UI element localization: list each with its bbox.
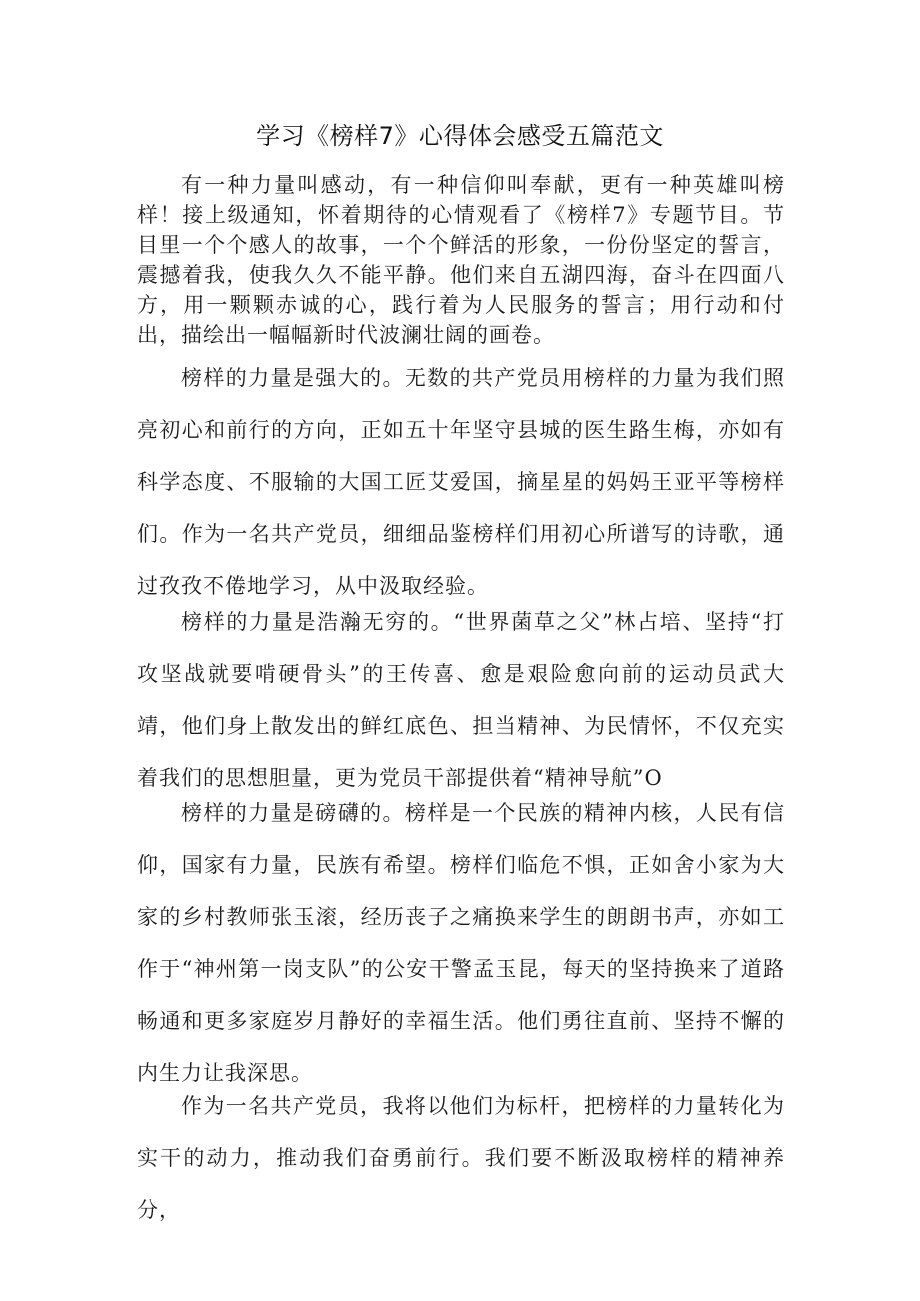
paragraph-intro: 有一种力量叫感动，有一种信仰叫奉献，更有一种英雄叫榜样！接上级通知，怀着期待的心情观看了《榜样7》专题节目。节目里一个个感人的故事，一个个鲜活的形象，一份份坚定的誓言，震撼着我，使我久久不能平静。他们来自五湖四海，奋斗在四面八方，用一颗颗赤诚的心，践行着为人民服务的誓言；用行动和付出，描绘出一幅幅新时代波澜壮阔的画卷。 bbox=[137, 173, 785, 347]
paragraph-strength: 榜样的力量是强大的。无数的共产党员用榜样的力量为我们照亮初心和前行的方向，正如五十年坚守县城的医生路生梅，亦如有科学态度、不服输的大国工匠艾爱国，摘星星的妈妈王亚平等榜样们。作为一名共产党员，细细品鉴榜样们用初心所谱写的诗歌，通过孜孜不倦地学习，从中汲取经验。 bbox=[137, 366, 785, 598]
paragraph-majesty: 榜样的力量是磅礴的。榜样是一个民族的精神内核，人民有信仰，国家有力量，民族有希望。榜样们临危不惧，正如舍小家为大家的乡村教师张玉滚，经历丧子之痛换来学生的朗朗书声，亦如工作于“神州第一岗支队”的公安干警孟玉昆，每天的坚持换来了道路畅通和更多家庭岁月静好的幸福生活。他们勇往直前、坚持不懈的内生力让我深思。 bbox=[137, 801, 785, 1085]
paragraph-commitment: 作为一名共产党员，我将以他们为标杆，把榜样的力量转化为实干的动力，推动我们奋勇前行。我们要不断汲取榜样的精神养分， bbox=[137, 1094, 785, 1222]
document-title: 学习《榜样7》心得体会感受五篇范文 bbox=[256, 122, 664, 150]
paragraph-vastness: 榜样的力量是浩瀚无穷的。“世界菌草之父”林占培、坚持“打攻坚战就要啃硬骨头”的王传喜、愈是艰险愈向前的运动员武大靖，他们身上散发出的鲜红底色、担当精神、为民情怀，不仅充实着我们的思想胆量，更为党员干部提供着“精神导航”O bbox=[137, 610, 785, 790]
